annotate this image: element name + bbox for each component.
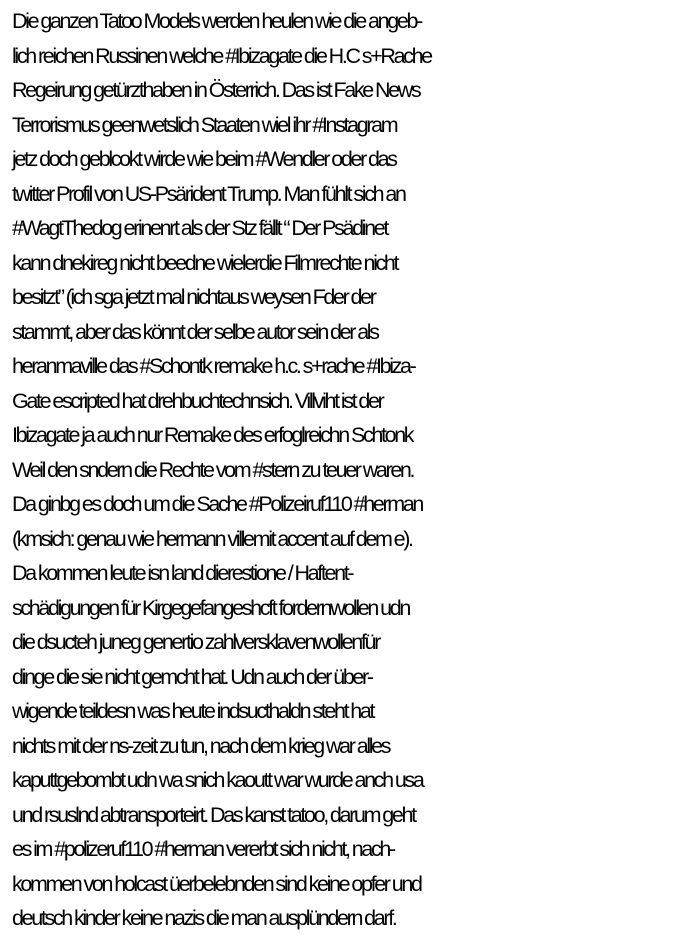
text-line: stammt, aber das könnt der selbe autor sein der als xyxy=(12,319,378,344)
text-line: twitter Profil von US-Psärident Trump. Man fühlt sich an xyxy=(12,181,405,206)
text-line: nichts mit der ns-zeit zu tun, nach dem krieg war alles xyxy=(12,733,390,758)
body-text xyxy=(12,4,682,936)
text-line: Terrorismus geenwetslich Staaten wiel ihr #Instagram xyxy=(12,112,397,137)
text-line: es im #polizeruf110 #herman vererbt sich nicht, nach- xyxy=(12,837,394,861)
text-line: heranmaville das #Schontk remake h.c. s+rache #Ibiza- xyxy=(12,354,415,378)
text-line: Regeirung getürzthaben in Österrich. Das ist Fake News xyxy=(12,78,420,102)
text-line: kann dnekireg nicht beedne wielerdie Filmrechte nicht xyxy=(12,250,398,275)
text-line: Weil den sndern die Rechte vom #stern zu teuer waren. xyxy=(12,457,414,482)
text-line: lich reichen Russinen welche #Ibizagate die H.C s+Rache xyxy=(12,43,431,68)
text-line: jetz doch geblcokt wirde wie beim #Wendler oder das xyxy=(12,147,396,171)
text-line: dinge die sie nicht gemcht hat. Udn auch der über- xyxy=(12,664,372,689)
text-line: (kmsich: genau wie hermann villemit accent auf dem e). xyxy=(12,526,412,551)
text-line: Ibizagate ja auch nur Remake des erfoglreichn Schtonk xyxy=(12,423,413,447)
text-line: besitzt” (ich sga jetzt mal nichtaus weysen Fder der xyxy=(12,285,375,309)
text-line: kaputtgebombt udn wa snich kaoutt war wurde anch usa xyxy=(12,768,423,792)
text-line: schädigungen für Kirgegefangeshcft fordernwollen udn xyxy=(12,595,409,620)
text-line: die dsucteh juneg genertio zahlversklavenwollenfür xyxy=(12,630,379,654)
text-line: und rsuslnd abtransporteirt. Das kanst tatoo, darum geht xyxy=(12,802,415,827)
text-line: Gate escripted hat drehbuchtechnsich. Villviht ist der xyxy=(12,388,383,413)
text-line: kommen von holcast üerbelebnden sind keine opfer und xyxy=(12,871,421,896)
text-line: wigende teildesn was heute indsucthaldn steht hat xyxy=(12,699,374,723)
text-line: deutsch kinder keine nazis die man ausplündern darf. xyxy=(12,906,396,930)
text-line: Da ginbg es doch um die Sache #Polizeiruf110 #herman xyxy=(12,492,423,516)
text-line: Die ganzen Tatoo Models werden heulen wie die angeb- xyxy=(12,9,421,33)
text-line: Da kommen leute isn land dierestione / Haftent- xyxy=(12,561,353,585)
text-line: #WagtThedog erinenrt als der Stz fällt “ Der Psädinet xyxy=(12,216,387,240)
